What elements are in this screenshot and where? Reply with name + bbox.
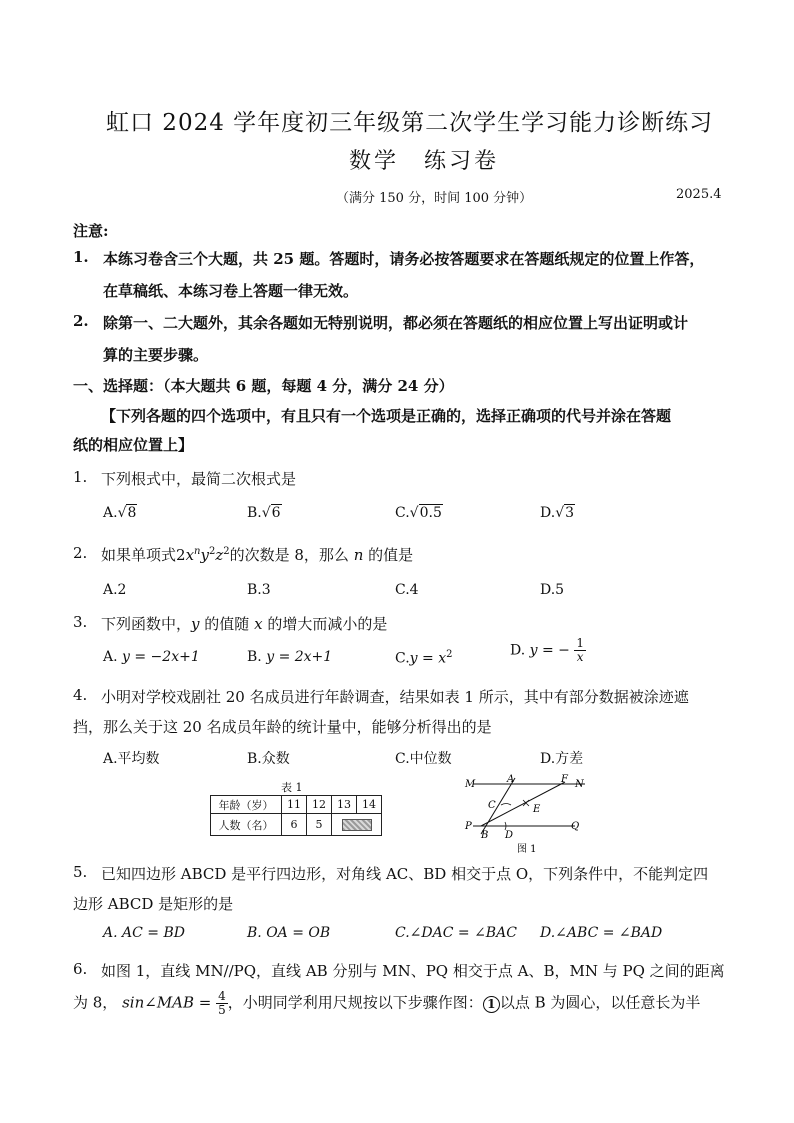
table-cell: 12 [307, 796, 332, 814]
table-cell: 14 [357, 796, 382, 814]
q4-line-1: 小明对学校戏剧社 20 名成员进行年龄调查，结果如表 1 所示，其中有部分数据被涂迹遮 [101, 688, 689, 706]
label-d: D [505, 830, 514, 841]
q3-option-d: D. y = − $\frac{1}{x}$ [510, 636, 585, 664]
exam-date: 2025.4 [676, 187, 722, 202]
step-1-marker: 1 [483, 996, 500, 1013]
q4-option-c: C.中位数 [395, 751, 452, 767]
section-1-instruction-line-2: 纸的相应位置上】 [73, 436, 194, 454]
q1-option-d: D.√3 [540, 505, 575, 521]
label-a: A [507, 774, 515, 785]
table-row [211, 814, 382, 836]
q4-option-a: A.平均数 [103, 751, 160, 767]
table-cell: 11 [282, 796, 307, 814]
exam-title: 虹口 2024 学年度初三年级第二次学生学习能力诊断练习 [106, 110, 714, 136]
q5-option-a: A. AC = BD [103, 925, 185, 941]
q5-option-c: C.∠DAC = ∠BAC [395, 925, 517, 941]
q1-text: 下列根式中，最简二次根式是 [101, 470, 297, 488]
q5-option-b: B. OA = OB [247, 925, 331, 941]
table-1 [210, 795, 382, 836]
q6-number: 6. [73, 960, 88, 978]
note-1-line-1: 本练习卷含三个大题，共 25 题。答题时，请务必按答题要求在答题纸规定的位置上作答， [103, 250, 705, 268]
note-2-line-1: 除第一、二大题外，其余各题如无特别说明，都必须在答题纸的相应位置上写出证明或计 [103, 314, 689, 332]
q5-option-d: D.∠ABC = ∠BAD [540, 925, 663, 941]
q3-text: 下列函数中，y 的值随 x 的增大而减小的是 [101, 615, 388, 633]
label-p: P [465, 821, 472, 832]
smudge-mark [342, 819, 372, 831]
table-1-caption: 表 1 [281, 781, 303, 794]
q2-option-d: D.5 [540, 582, 565, 598]
q6-line-1: 如图 1，直线 MN//PQ，直线 AB 分别与 MN、PQ 相交于点 A、B，MN 与 PQ 之间的距离 [101, 962, 725, 980]
note-2-line-2: 算的主要步骤。 [103, 346, 209, 364]
q1-option-a: A.√8 [103, 505, 137, 521]
note-2-number: 2. [73, 312, 89, 330]
q3-option-a: A. y = −2x+1 [103, 649, 200, 665]
section-1-instruction-line-1: 【下列各题的四个选项中，有且只有一个选项是正确的，选择正确项的代号并涂在答题 [101, 407, 672, 425]
section-1-heading: 一、选择题：（本大题共 6 题，每题 4 分，满分 24 分） [73, 377, 454, 395]
q4-option-b: B.众数 [247, 751, 290, 767]
note-1-number: 1. [73, 248, 89, 266]
table-cell: 6 [282, 814, 307, 836]
table-cell: 13 [332, 796, 357, 814]
q5-number: 5. [73, 863, 88, 881]
note-1-line-2: 在草稿纸、本练习卷上答题一律无效。 [103, 282, 359, 300]
notes-heading: 注意: [73, 222, 109, 240]
q2-option-b: B.3 [247, 582, 271, 598]
label-f: F [561, 774, 568, 785]
exam-meta: （满分 150 分，时间 100 分钟） [336, 191, 533, 206]
table-row [211, 796, 382, 814]
q2-number: 2. [73, 544, 88, 562]
q1-option-b: B.√6 [247, 505, 281, 521]
q3-option-b: B. y = 2x+1 [247, 649, 333, 665]
q4-number: 4. [73, 686, 88, 704]
label-e: E [533, 804, 541, 815]
table-cell: 年龄（岁） [211, 796, 282, 814]
q1-number: 1. [73, 468, 88, 486]
q2-option-c: C.4 [395, 582, 419, 598]
q5-line-2: 边形 ABCD 是矩形的是 [73, 895, 234, 913]
q2-option-a: A.2 [103, 582, 127, 598]
q3-number: 3. [73, 613, 88, 631]
exam-subtitle: 数学 练习卷 [349, 149, 500, 174]
label-n: N [575, 779, 584, 790]
arc-c [501, 804, 511, 806]
q5-line-1: 已知四边形 ABCD 是平行四边形，对角线 AC、BD 相交于点 O，下列条件中，不能判定四 [101, 865, 709, 883]
q2-text: 如果单项式$2x^ny^2z^2$的次数是 8，那么 n 的值是 [101, 546, 414, 564]
q4-option-d: D.方差 [540, 751, 584, 767]
label-m: M [465, 779, 476, 790]
label-b: B [481, 830, 489, 841]
q1-option-c: C.√0.5 [395, 505, 442, 521]
label-q: Q [571, 821, 580, 832]
q4-line-2: 挡，那么关于这 20 名成员年龄的统计量中，能够分析得出的是 [73, 718, 492, 736]
table-cell: 人数（名） [211, 814, 282, 836]
q6-line-2: 为 8， sin∠MAB = $\frac{4}{5}$ ，小明同学利用尺规按以下步骤作图： 1 以点 B 为圆心，以任意长为半 [73, 989, 701, 1017]
table-cell: 5 [307, 814, 332, 836]
label-c: C [488, 800, 496, 811]
figure-1-caption: 图 1 [517, 844, 537, 855]
obscured-cells [332, 814, 382, 836]
q3-option-c: $C.y = x^2$ [395, 649, 453, 667]
figure-1 [455, 770, 605, 856]
